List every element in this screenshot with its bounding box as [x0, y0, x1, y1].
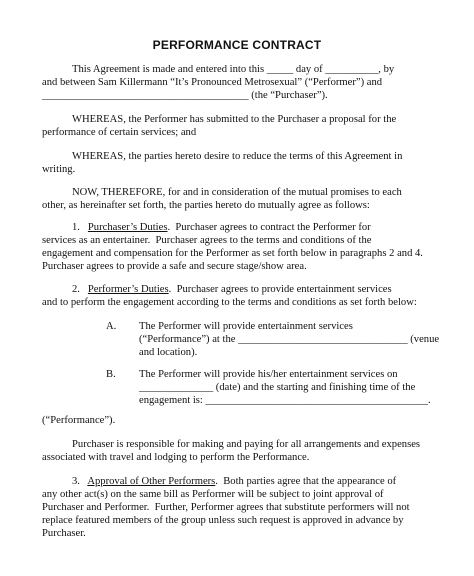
now-line-1: NOW, THEREFORE, for and in consideration of the mutual promises to each: [72, 187, 402, 198]
intro-line-3: _______________________________________ (the “Purchaser”).: [42, 90, 328, 101]
section-3-number: 3.: [72, 476, 80, 487]
section-3-first-rest: . Both parties agree that the appearance of: [215, 476, 397, 487]
section-3-first-line: [72, 475, 396, 488]
section-3-heading: Approval of Other Performers: [87, 476, 216, 487]
section-3-line-3: Purchaser and Performer. Further, Performer agrees that substitute performers will not: [42, 502, 410, 513]
sub-a-line-1: The Performer will provide entertainment services: [139, 321, 353, 332]
sub-a-line-2: (“Performance”) at the ________________________________ (venue: [139, 334, 440, 345]
section-2-first-line: [72, 283, 392, 296]
sub-b-line-1: The Performer will provide his/her entertainment services on: [139, 369, 398, 380]
section-1-heading: Purchaser’s Duties: [87, 222, 168, 233]
intro-line-2: and between Sam Killermann “It’s Pronounced Metrosexual” (“Performer”) and: [42, 77, 383, 88]
sub-a-line-3: and location).: [139, 347, 198, 358]
sub-a-label: A.: [106, 321, 117, 332]
section-1-line-2: services as an entertainer. Purchaser agrees to the terms and conditions of the: [42, 235, 372, 246]
sub-b-label: B.: [106, 369, 116, 380]
section-1-line-3: engagement and compensation for the Performer as set forth below in paragraphs 2 and 4.: [42, 248, 423, 259]
intro-line-1: This Agreement is made and entered into this _____ day of __________, by: [72, 64, 395, 75]
section-3-line-4: replace featured members of the group unless such request is approved in advance by: [42, 515, 404, 526]
whereas2-line-2: writing.: [42, 164, 76, 175]
purchaser-line-1: Purchaser is responsible for making and paying for all arrangements and expenses: [72, 439, 421, 450]
section-1-first-line: [72, 221, 371, 234]
now-line-2: other, as hereinafter set forth, the parties hereto do mutually agree as follows:: [42, 200, 370, 211]
section-2-first-rest: . Purchaser agrees to provide entertainment services: [168, 284, 392, 295]
sub-b-line-2: ______________ (date) and the starting and finishing time of the: [139, 382, 416, 393]
section-1-line-4: Purchaser agrees to provide a safe and secure stage/show area.: [42, 261, 307, 272]
section-2-heading: Performer’s Duties: [87, 284, 169, 295]
section-3-line-2: any other act(s) on the same bill as Performer will be subject to joint approval of: [42, 489, 384, 500]
section-1-first-rest: . Purchaser agrees to contract the Performer for: [167, 222, 371, 233]
performance-label: (“Performance”).: [42, 415, 116, 426]
section-2-number: 2.: [72, 284, 80, 295]
whereas2-line-1: WHEREAS, the parties hereto desire to reduce the terms of this Agreement in: [72, 151, 403, 162]
whereas1-line-2: performance of certain services; and: [42, 127, 197, 138]
document-title: PERFORMANCE CONTRACT: [152, 38, 322, 52]
purchaser-line-2: associated with travel and lodging to perform the Performance.: [42, 452, 310, 463]
section-1-number: 1.: [72, 222, 80, 233]
section-2-line-2: and to perform the engagement according to the terms and conditions as set forth below:: [42, 297, 417, 308]
section-3-line-5: Purchaser.: [42, 528, 86, 539]
sub-b-line-3: engagement is: __________________________________________.: [139, 395, 431, 406]
whereas1-line-1: WHEREAS, the Performer has submitted to the Purchaser a proposal for the: [72, 114, 397, 125]
